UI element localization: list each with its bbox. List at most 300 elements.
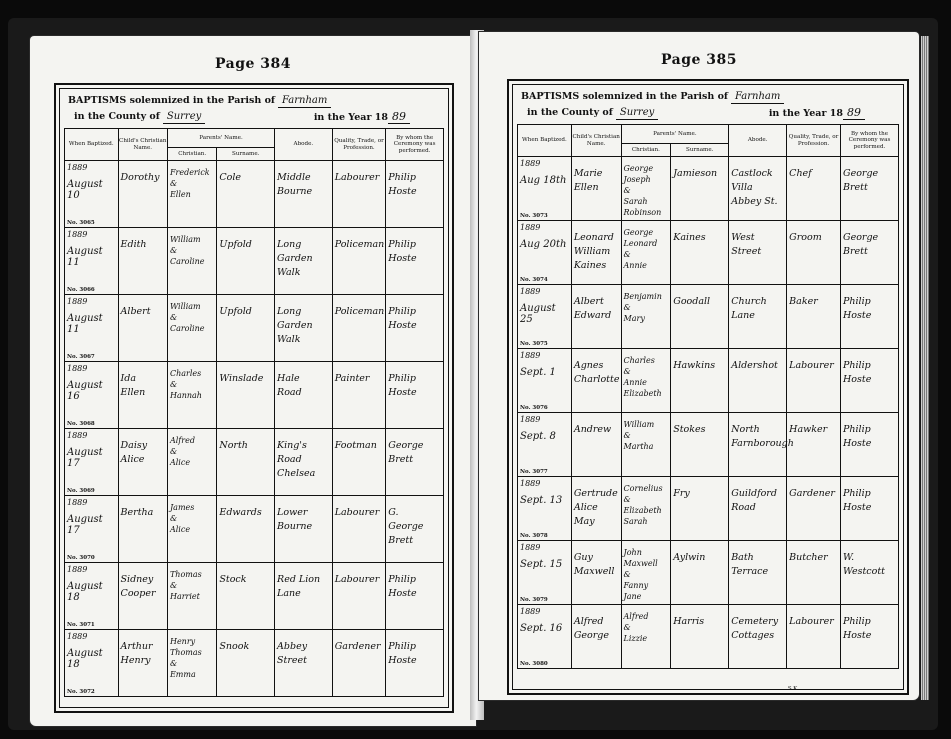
abode: Cemetery Cottages [731,616,779,641]
county-name: Surrey [616,107,658,120]
entry-date: Sept. 8 [520,431,556,442]
abode: Long Garden Walk [277,239,313,278]
abode: Bath Terrace [731,552,769,577]
abode: Long Garden Walk [277,306,313,345]
surname-cell [671,413,729,477]
surname-cell [217,161,275,228]
entry-year: 1889 [67,498,88,507]
entry-year: 1889 [520,607,541,616]
register-inner [512,84,904,690]
child-name: Daisy Alice [120,440,148,465]
entry-number: No. 3078 [520,533,548,539]
when-cell [518,541,572,605]
child-name: Bertha [120,507,154,518]
col-quality: Quality, Trade, or Profession. [787,125,841,157]
register-table [64,128,444,697]
parents-christian: Frederick & Ellen [169,168,210,199]
child-name: Albert Edward [573,296,612,321]
officiant: Philip Hoste [843,424,872,449]
page-number: Page 384 [214,56,292,72]
child-name: Leonard William Kaines [573,232,614,271]
surname-cell [671,605,729,669]
abode-cell [729,541,787,605]
child-name-cell [571,541,621,605]
entry-year: 1889 [67,297,88,306]
parents-christian-cell [621,349,671,413]
surname-cell [671,541,729,605]
entry-number: No. 3079 [520,597,548,603]
officiant: George Brett [388,440,424,465]
entry-year: 1889 [67,565,88,574]
entry-year: 1889 [67,230,88,239]
entry-year: 1889 [67,431,88,440]
abode-cell [275,362,333,429]
entry-date: Sept. 13 [520,495,563,506]
register-entry [65,295,444,362]
heading-line-2 [527,107,658,120]
abode-cell [275,295,333,362]
profession: Baker [789,296,818,307]
child-name-cell [118,228,167,295]
entry-date: August 25 [520,303,556,325]
child-name: Albert [120,306,151,317]
child-name: Ida Ellen [120,373,146,398]
when-cell [518,157,572,221]
entry-number: No. 3068 [67,421,95,427]
child-name: Alfred George [573,616,610,641]
register-rows [65,161,444,697]
officiant: G. George Brett [388,507,424,546]
entry-date: August 11 [67,313,103,335]
abode: North Farnborough [731,424,794,449]
when-cell [65,630,119,697]
register-entry [65,228,444,295]
heading-year [769,107,865,120]
abode-cell [275,496,333,563]
parents-christian-cell [167,228,216,295]
surname: Hawkins [673,360,716,371]
officiant-cell [386,295,444,362]
profession-cell [332,362,386,429]
child-name-cell [571,605,621,669]
entry-year: 1889 [520,415,541,424]
child-name-cell [118,630,167,697]
abode: Castlock Villa Abbey St. [731,168,778,207]
profession-cell [787,477,841,541]
col-child: Child's Christian Name. [118,129,167,161]
register-frame [507,79,909,695]
parents-christian-cell [621,157,671,221]
parents-christian-cell [167,362,216,429]
profession-cell [787,413,841,477]
profession: Labourer [334,172,380,183]
profession-cell [787,157,841,221]
abode: Aldershot [731,360,778,371]
child-name-cell [571,413,621,477]
profession: Labourer [334,507,380,518]
entry-number: No. 3070 [67,555,95,561]
heading-line-2 [74,111,205,124]
profession-cell [332,496,386,563]
entry-date: August 17 [67,514,103,536]
officiant-cell [841,413,899,477]
child-name-cell [118,496,167,563]
parish-name: Farnham [731,91,784,104]
col-when: When Baptized. [65,129,119,161]
heading-prefix: BAPTISMS solemnized in the Parish of [68,95,276,106]
profession-cell [332,161,386,228]
register-entry [65,630,444,697]
officiant-cell [386,228,444,295]
abode: Church Lane [731,296,767,321]
officiant-cell [386,161,444,228]
entry-number: No. 3072 [67,689,95,695]
abode: King's Road Chelsea [277,440,316,479]
officiant-cell [386,496,444,563]
parents-christian: Benjamin & Mary [623,292,662,323]
entry-number: No. 3076 [520,405,548,411]
profession-cell [787,349,841,413]
child-name: Andrew [573,424,612,435]
child-name: Dorothy [120,172,160,183]
officiant: Philip Hoste [843,296,872,321]
parents-christian-cell [621,605,671,669]
entry-date: August 17 [67,447,103,469]
surname: Goodall [673,296,711,307]
officiant-cell [386,429,444,496]
surname-cell [671,285,729,349]
profession: Painter [334,373,370,384]
entry-date: August 11 [67,246,103,268]
officiant-cell [841,221,899,285]
parents-christian-cell [621,413,671,477]
when-cell [518,285,572,349]
abode: Middle Bourne [277,172,313,197]
parents-christian: Charles & Hannah [169,369,202,400]
parents-christian: Cornelius & Elizabeth Sarah [623,484,663,526]
when-cell [518,349,572,413]
surname: Harris [673,616,705,627]
entry-date: August 18 [67,581,103,603]
register-entry [65,496,444,563]
entry-year: 1889 [520,351,541,360]
parents-christian: Thomas & Harriet [169,570,202,601]
parents-christian-cell [621,221,671,285]
parents-christian: George Leonard & Annie [623,228,658,270]
entry-date: Aug 20th [520,239,567,250]
profession-cell [332,228,386,295]
col-christian: Christian. [167,148,216,161]
year-value: 89 [843,107,865,120]
profession: Policeman [334,239,385,250]
profession: Labourer [789,360,834,371]
col-abode: Abode. [275,129,333,161]
register-rows [518,157,899,669]
profession-cell [332,563,386,630]
col-christian: Christian. [621,144,671,157]
parents-christian-cell [621,477,671,541]
register-entry [65,161,444,228]
officiant: Philip Hoste [388,641,417,666]
profession-cell [787,605,841,669]
register-entry [518,477,899,541]
register-entry [518,349,899,413]
year-prefix: in the Year 18 [313,112,388,123]
entry-number: No. 3069 [67,488,95,494]
parents-christian: William & Martha [623,420,655,451]
col-child: Child's Christian Name. [571,125,621,157]
surname-cell [217,429,275,496]
register-entry [65,362,444,429]
surname: Kaines [673,232,706,243]
entry-year: 1889 [67,364,88,373]
parents-christian: James & Alice [169,503,195,534]
parents-christian-cell [167,630,216,697]
child-name: Arthur Henry [120,641,153,666]
abode: Lower Bourne [277,507,313,532]
when-cell [65,228,119,295]
abode-cell [729,605,787,669]
entry-number: No. 3080 [520,661,548,667]
entry-year: 1889 [520,287,541,296]
abode: Abbey Street [277,641,308,666]
child-name: Gertrude Alice May [573,488,618,527]
abode: Guildford Road [731,488,777,513]
entry-year: 1889 [520,479,541,488]
col-quality: Quality, Trade, or Profession. [332,129,386,161]
child-name-cell [571,285,621,349]
parents-christian-cell [167,429,216,496]
profession: Groom [789,232,822,243]
entry-number: No. 3077 [520,469,548,475]
officiant-cell [841,157,899,221]
entry-date: Sept. 15 [520,559,563,570]
when-cell [65,161,119,228]
col-by-whom: By whom the Ceremony was performed. [841,125,899,157]
register-entry [518,157,899,221]
when-cell [518,221,572,285]
profession-cell [787,541,841,605]
parents-christian-cell [167,496,216,563]
parents-christian-cell [167,563,216,630]
surname-cell [671,349,729,413]
abode-cell [275,630,333,697]
abode-cell [275,161,333,228]
abode-cell [729,221,787,285]
register-entry [518,605,899,669]
when-cell [65,362,119,429]
surname: Snook [219,641,250,652]
entry-date: August 18 [67,648,103,670]
heading-prefix: BAPTISMS solemnized in the Parish of [521,91,729,102]
register-heading [60,89,448,127]
abode: Hale Road [277,373,302,398]
child-name-cell [118,563,167,630]
surname: Edwards [219,507,262,518]
profession: Gardener [334,641,381,652]
surname: Aylwin [673,552,706,563]
parents-christian-cell [167,295,216,362]
child-name-cell [118,161,167,228]
surname-cell [671,221,729,285]
officiant: Philip Hoste [843,488,872,513]
printer-mark: S.K. [787,686,799,692]
county-prefix: in the County of [527,107,613,118]
heading-line-1 [68,95,331,108]
entry-number: No. 3071 [67,622,95,628]
officiant-cell [841,285,899,349]
child-name-cell [118,295,167,362]
when-cell [65,429,119,496]
register-entry [518,541,899,605]
when-cell [518,477,572,541]
when-cell [65,563,119,630]
parents-christian: Alfred & Alice [169,436,195,467]
entry-date: August 16 [67,380,103,402]
officiant-cell [386,630,444,697]
officiant: George Brett [843,232,879,257]
officiant: Philip Hoste [388,373,417,398]
surname-cell [671,157,729,221]
right-page [479,32,919,700]
officiant: Philip Hoste [388,239,417,264]
entry-year: 1889 [67,632,88,641]
year-prefix: in the Year 18 [768,108,843,119]
entry-year: 1889 [520,159,541,168]
county-prefix: in the County of [74,111,160,122]
surname: Stock [219,574,247,585]
profession-cell [787,221,841,285]
profession: Chef [789,168,812,179]
register-heading [513,85,903,123]
abode-cell [729,477,787,541]
surname: Cole [219,172,242,183]
child-name-cell [571,349,621,413]
officiant: Philip Hoste [388,306,417,331]
when-cell [65,496,119,563]
profession: Labourer [789,616,834,627]
entry-number: No. 3075 [520,341,548,347]
parents-christian: Henry Thomas & Emma [169,637,202,679]
entry-number: No. 3073 [520,213,548,219]
register-table [517,124,899,669]
register-frame [54,83,454,713]
abode-cell [275,228,333,295]
profession: Footman [334,440,377,451]
officiant-cell [841,605,899,669]
surname-cell [671,477,729,541]
surname-cell [217,295,275,362]
left-page [30,36,476,726]
county-name: Surrey [163,111,205,124]
col-by-whom: By whom the Ceremony was performed. [386,129,444,161]
abode: Red Lion Lane [277,574,321,599]
year-value: 89 [388,111,410,124]
register-inner [59,88,449,708]
profession-cell [332,429,386,496]
officiant-cell [386,362,444,429]
profession-cell [332,630,386,697]
surname-cell [217,563,275,630]
entry-year: 1889 [520,223,541,232]
abode: West Street [731,232,762,257]
child-name: Agnes Charlotte [573,360,620,385]
parents-christian: George Joseph & Sarah Robinson [623,164,662,217]
profession: Labourer [334,574,380,585]
abode-cell [729,349,787,413]
entry-number: No. 3066 [67,287,95,293]
child-name-cell [118,429,167,496]
entry-date: Sept. 1 [520,367,556,378]
parents-christian: John Maxwell & Fanny Jane [623,548,658,601]
officiant: Philip Hoste [388,172,417,197]
col-parents: Parents' Name. [621,125,729,144]
child-name: Guy Maxwell [573,552,615,577]
parents-christian: William & Caroline [169,302,205,333]
parents-christian-cell [621,285,671,349]
register-entry [65,563,444,630]
entry-number: No. 3067 [67,354,95,360]
surname: Fry [673,488,690,499]
officiant-cell [841,349,899,413]
entry-date: Aug 18th [520,175,567,186]
parents-christian: Charles & Annie Elizabeth [623,356,662,398]
col-when: When Baptized. [518,125,572,157]
child-name: Marie Ellen [573,168,603,193]
parents-christian-cell [167,161,216,228]
register-entry [518,221,899,285]
surname: Jamieson [673,168,718,179]
parents-christian-cell [621,541,671,605]
abode-cell [275,429,333,496]
officiant: W. Westcott [843,552,885,577]
col-surname: Surname. [217,148,275,161]
entry-year: 1889 [520,543,541,552]
officiant: Philip Hoste [843,360,872,385]
abode-cell [729,285,787,349]
abode-cell [729,413,794,477]
surname-cell [217,228,275,295]
officiant-cell [841,477,899,541]
register-entry [518,413,899,477]
profession: Hawker [789,424,828,435]
surname: Upfold [219,239,252,250]
heading-line-1 [521,91,784,104]
col-parents: Parents' Name. [167,129,274,148]
child-name-cell [118,362,167,429]
when-cell [518,605,572,669]
parish-name: Farnham [278,95,331,108]
entry-year: 1889 [67,163,88,172]
child-name-cell [571,221,621,285]
surname-cell [217,362,275,429]
register-entry [65,429,444,496]
surname-cell [217,496,275,563]
col-abode: Abode. [729,125,787,157]
profession: Policeman [334,306,385,317]
parents-christian: William & Caroline [169,235,205,266]
entry-number: No. 3074 [520,277,548,283]
when-cell [518,413,572,477]
officiant-cell [841,541,899,605]
child-name-cell [571,477,621,541]
entry-number: No. 3065 [67,220,95,226]
abode-cell [729,157,787,221]
officiant: Philip Hoste [843,616,872,641]
profession-cell [787,285,841,349]
surname-cell [217,630,275,697]
entry-date: Sept. 16 [520,623,563,634]
